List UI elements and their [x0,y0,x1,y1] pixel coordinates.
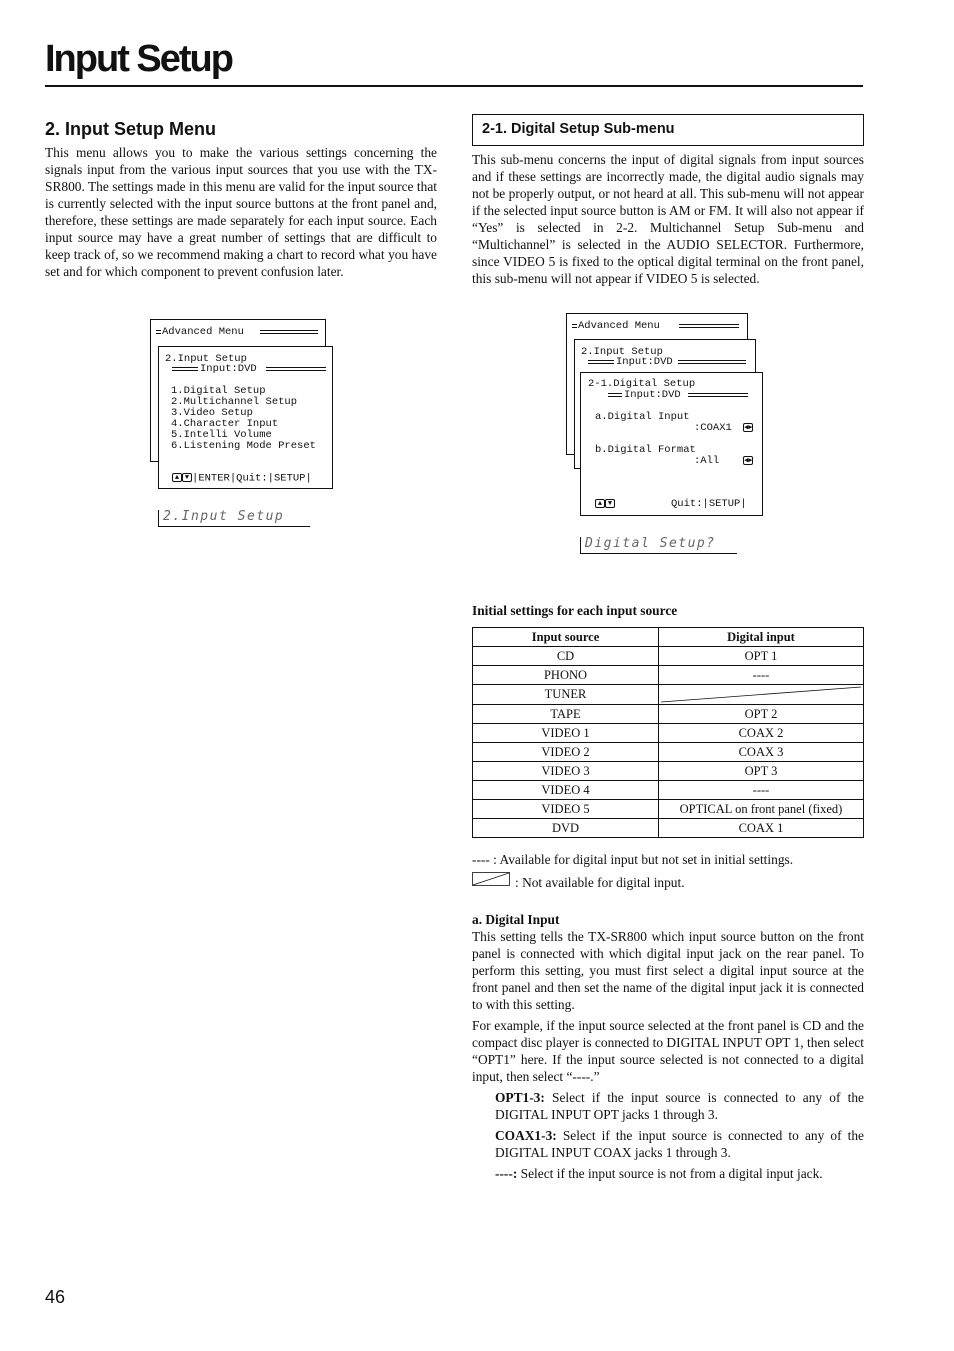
column-header: Input source [473,628,659,647]
cell-digital: ---- [659,666,864,685]
cell-digital: COAX 2 [659,724,864,743]
osd2-value-digital-input: :COAX1 [694,422,732,434]
osd-menu-item-6: 6.Listening Mode Preset [171,440,316,452]
osd2-front-window [580,372,763,516]
table-caption: Initial settings for each input source [472,603,678,618]
cell-digital: COAX 3 [659,743,864,762]
cell-source: VIDEO 2 [473,743,659,762]
note-slash: : Not available for digital input. [515,875,685,890]
digital-input-para2: For example, if the input source selected at the front panel is CD and the compact disc player is connected to DIGITAL INPUT OPT 1, then select “OPT1” here. If the input source selected is not connected to a digital input, then select “----.” [472,1018,864,1084]
cell-digital: OPT 3 [659,762,864,781]
front-display-text: Digital Setup? [585,536,716,551]
up-arrow-icon: ▲ [172,473,182,482]
table-row [473,705,864,724]
page-number: 46 [45,1287,66,1307]
note-dashes: ---- : Available for digital input but not set in initial settings. [472,852,794,867]
table-row [473,666,864,685]
page-title: Input Setup [45,38,232,80]
front-display-text: 2.Input Setup [163,509,285,524]
option-text: Select if the input source is connected to any of the DIGITAL INPUT COAX jacks 1 through 3. [495,1128,864,1160]
table-row [473,647,864,666]
table-row [473,685,864,705]
cell-source: VIDEO 1 [473,724,659,743]
column-header: Digital input [659,628,864,647]
down-arrow-icon: ▼ [182,473,192,482]
up-arrow-icon: ▲ [595,499,605,508]
osd-menu-item-1: 1.Digital Setup [171,385,266,397]
subsection-intro: This sub-menu concerns the input of digital signals from input sources and if these settings are incorrectly made, the digital audio signals may not be properly output, or not heard at all. This sub-menu will not appear if the selected input source button is AM or FM. It will also not appear if “Yes” is selected in 2-2. Multichannel Setup Sub-menu and “Multichannel” is selected in the AUDIO SELECTOR. Furthermore, since VIDEO 5 is fixed to the optical digital terminal on the front panel, this sub-menu will not appear if VIDEO 5 is selected. [472,152,864,286]
cell-digital: ---- [659,781,864,800]
osd2-mid-input: Input:DVD [616,356,673,368]
title-rule [45,85,863,87]
option-label: OPT1-3: [495,1090,545,1105]
table-row [473,724,864,743]
cell-digital: COAX 1 [659,819,864,838]
cell-source: DVD [473,819,659,838]
osd2-item-digital-format: b.Digital Format [595,444,696,456]
osd2-front-title: 2-1.Digital Setup [588,378,696,390]
table-row [473,762,864,781]
table-row [473,819,864,838]
osd2-item-digital-input: a.Digital Input [595,411,690,423]
osd-menu-item-5: 5.Intelli Volume [171,429,272,441]
option-text: Select if the input source is not from a digital input jack. [520,1166,823,1181]
digital-input-heading: a. Digital Input [472,912,560,927]
option-coax [495,1127,864,1161]
option-none [495,1165,864,1182]
cell-source: VIDEO 5 [473,800,659,819]
cell-not-available [659,685,864,705]
osd-back-title: Advanced Menu [162,326,244,338]
osd-menu-item-3: 3.Video Setup [171,407,253,419]
osd2-footer: Quit:|SETUP| [671,498,747,510]
cell-source: CD [473,647,659,666]
cell-digital: OPT 2 [659,705,864,724]
osd-input-label: Input:DVD [200,363,257,375]
osd-front-title: 2.Input Setup [165,353,247,365]
osd-front-window [158,346,333,489]
osd2-quit-label: Quit: [671,498,703,510]
osd-menu-item-2: 2.Multichannel Setup [171,396,298,408]
cell-source: TUNER [473,685,659,705]
osd-enter-label: ENTER [198,472,230,485]
section-intro: This menu allows you to make the various settings concerning the signals input from the various input sources that you use with the TX-SR800. The settings made in this menu are valid for the input source that is currently selected with the input source buttons at the front panel and, therefore, these settings are made separately for each input source. Each input source may have a great number of settings that are difficult to keep track of, so we recommend making a chart to record what you have set and for which component to prevent confusion later. [45,145,437,279]
osd-menu-item-4: 4.Character Input [171,418,279,430]
initial-settings-table [472,627,864,838]
cell-source: VIDEO 4 [473,781,659,800]
table-row [473,781,864,800]
diagonal-slash-icon [659,685,863,704]
cell-source: VIDEO 3 [473,762,659,781]
osd2-back-title: Advanced Menu [578,320,660,332]
option-label: ----: [495,1166,518,1181]
osd2-value-digital-format: :All [694,455,720,467]
slash-box-icon [472,872,510,886]
left-right-arrow-icon: ◀▶ [744,424,753,432]
osd2-front-input: Input:DVD [624,389,681,401]
option-label: COAX1-3: [495,1128,557,1143]
table-row [473,800,864,819]
option-opt [495,1089,864,1123]
subsection-heading: 2-1. Digital Setup Sub-menu [472,114,864,146]
digital-input-para1: This setting tells the TX-SR800 which input source button on the front panel is connected with which digital input jack on the rear panel. To perform this setting, you must first select a digital input source at the front panel and then set the name of the digital input jack it is connected to with this setting. [472,929,864,1012]
osd-setup-label: SETUP [273,472,306,485]
table-header-row [473,628,864,647]
osd2-setup-label: SETUP [708,498,741,510]
osd-quit-label: Quit: [236,472,268,485]
osd2-arrows [595,499,615,510]
down-arrow-icon: ▼ [605,499,615,508]
osd-footer: ▲ ▼ |ENTER|Quit:|SETUP| [172,473,312,484]
osd2-mid-title: 2.Input Setup [581,346,663,358]
option-text: Select if the input source is connected to any of the DIGITAL INPUT OPT jacks 1 through 3. [495,1090,864,1122]
left-right-arrow-icon: ◀▶ [744,457,753,465]
cell-digital: OPTICAL on front panel (fixed) [659,800,864,819]
table-row [473,743,864,762]
cell-source: PHONO [473,666,659,685]
section-heading: 2. Input Setup Menu [45,119,216,139]
cell-source: TAPE [473,705,659,724]
cell-digital: OPT 1 [659,647,864,666]
